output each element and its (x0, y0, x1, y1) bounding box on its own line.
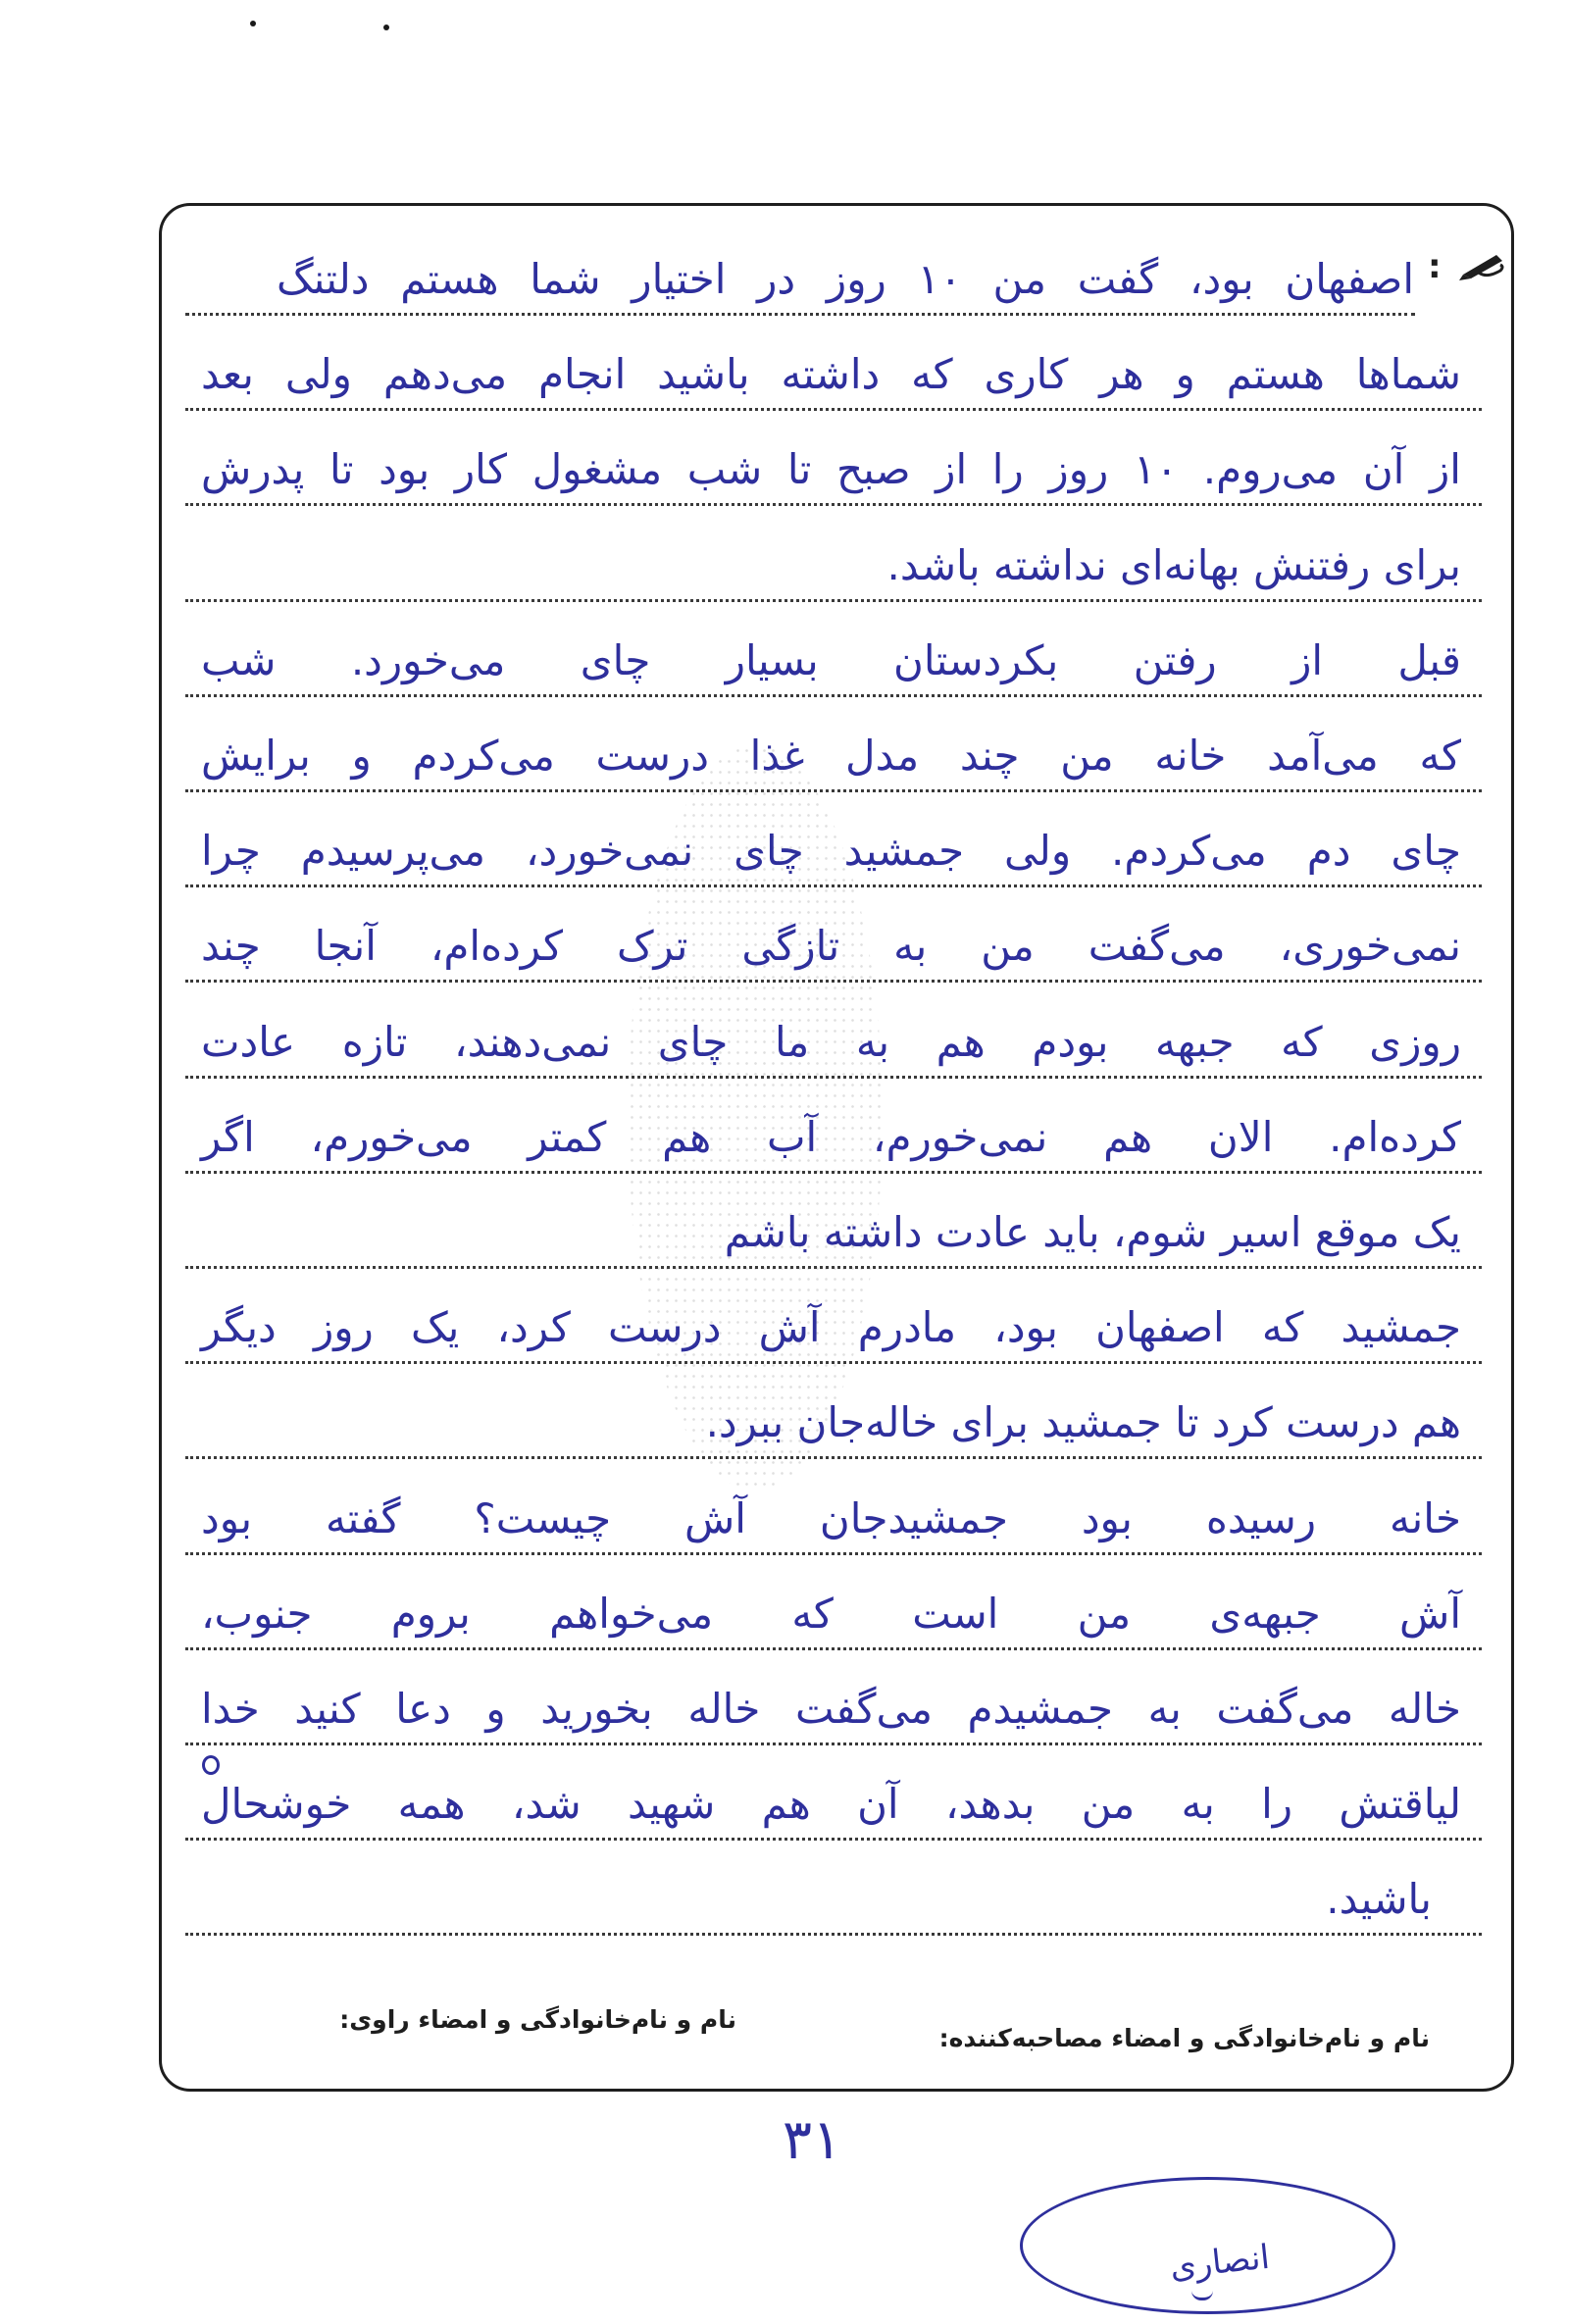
handwritten-line: برای رفتنش بهانه‌ای نداشته باشد. (886, 541, 1461, 589)
handwritten-line: روزی که جبهه بودم هم به ما چای نمی‌دهند، تازه عادت (201, 1018, 1461, 1066)
margin-mark (202, 1755, 220, 1775)
name-oval (1020, 2177, 1395, 2314)
scan-speck (250, 21, 256, 26)
handwritten-line: خاله می‌گفت به جمشیدم می‌گفت خاله بخورید و دعا کنید خدا (201, 1685, 1461, 1733)
handwritten-line: یک موقع اسیر شوم، باید عادت داشته باشم (724, 1208, 1461, 1256)
handwritten-line: لیاقتش را به من بدهد، آن هم شهید شد، همه خوشحال (201, 1780, 1461, 1828)
handwritten-line: کرده‌ام. الان هم نمی‌خورم، آب هم کمتر می‌خورم، اگر (201, 1113, 1461, 1161)
handwritten-line: اصفهان بود، گفت من ۱۰ روز در اختیار شما هستم دلتنگ (277, 255, 1415, 303)
stamp-tick (1191, 2290, 1213, 2300)
page-number: ۳۱ (783, 2108, 842, 2172)
handwritten-line: باشید. (1326, 1875, 1432, 1923)
handwritten-line: که می‌آمد خانه من چند مدل غذا درست می‌کردم و برایش (201, 732, 1461, 780)
handwritten-line: جمشید که اصفهان بود، مادرم آش درست کرد، یک روز دیگر (201, 1303, 1461, 1351)
interviewer-signature-label: نام و نام‌خانوادگی و امضاء مصاحبه‌کننده: (938, 2024, 1430, 2052)
handwritten-line: چای دم می‌کردم. ولی جمشید چای نمی‌خورد، می‌پرسیدم چرا (201, 827, 1461, 875)
handwritten-line: قبل از رفتن بکردستان بسیار چای می‌خورد. شب (201, 636, 1461, 684)
narrator-signature-label: نام و نام‌خانوادگی و امضاء راوی: (339, 2005, 736, 2034)
handwritten-line: خانه رسیده بود جمشیدجان آش چیست؟ گفته بود (201, 1494, 1461, 1542)
writing-hand-icon (1457, 249, 1506, 282)
scan-speck (383, 25, 389, 30)
handwritten-line: هم درست کرد تا جمشید برای خاله‌جان ببرد. (705, 1398, 1461, 1446)
handwritten-line: آش جبهه‌ی من است که می‌خواهم بروم جنوب، (201, 1590, 1461, 1638)
handwritten-line: شماها هستم و هر کاری که داشته باشید انجام می‌دهم ولی بعد (201, 350, 1461, 398)
handwritten-line: نمی‌خوری، می‌گفت من به تازگی ترک کرده‌ام، آنجا چند (201, 922, 1461, 970)
handwritten-line: از آن می‌روم. ۱۰ روز را از صبح تا شب مشغول کار بود تا پدرش (201, 445, 1461, 493)
header-colon: : (1428, 247, 1442, 286)
stamp-name: انصاری (1168, 2237, 1272, 2288)
